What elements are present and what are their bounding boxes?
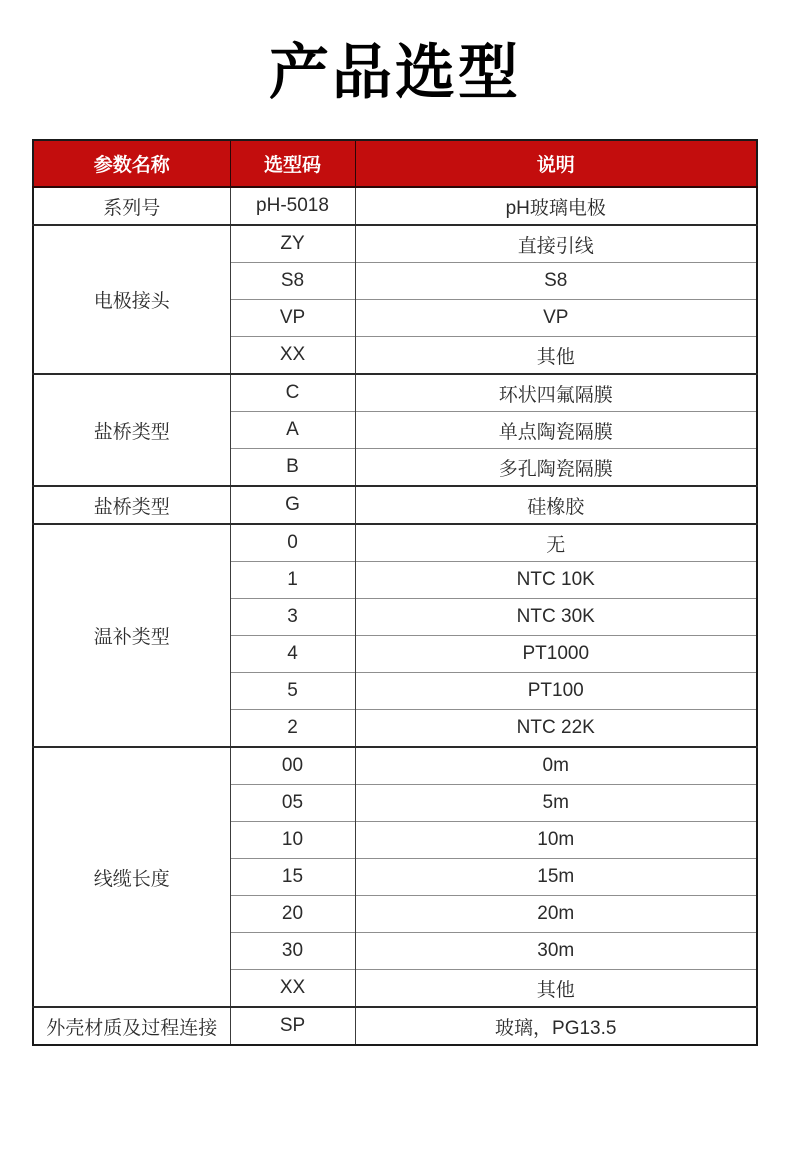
description-cell: NTC 10K: [355, 562, 757, 599]
selection-code-cell: ZY: [230, 225, 355, 263]
description-cell: 硅橡胶: [355, 486, 757, 524]
selection-code-cell: S8: [230, 263, 355, 300]
selection-code-cell: G: [230, 486, 355, 524]
selection-code-cell: 10: [230, 822, 355, 859]
selection-code-cell: 15: [230, 859, 355, 896]
description-cell: 单点陶瓷隔膜: [355, 412, 757, 449]
selection-code-cell: VP: [230, 300, 355, 337]
description-cell: 10m: [355, 822, 757, 859]
selection-code-cell: C: [230, 374, 355, 412]
selection-code-cell: 00: [230, 747, 355, 785]
description-cell: 5m: [355, 785, 757, 822]
selection-code-cell: 4: [230, 636, 355, 673]
description-cell: 15m: [355, 859, 757, 896]
selection-code-cell: 3: [230, 599, 355, 636]
description-cell: NTC 22K: [355, 710, 757, 748]
header-selection-code: 选型码: [230, 140, 355, 187]
header-description: 说明: [355, 140, 757, 187]
selection-code-cell: 0: [230, 524, 355, 562]
table-row: [33, 524, 757, 562]
table-row: [33, 187, 757, 225]
description-cell: 直接引线: [355, 225, 757, 263]
description-cell: PT1000: [355, 636, 757, 673]
description-cell: VP: [355, 300, 757, 337]
header-parameter-name: 参数名称: [33, 140, 230, 187]
selection-code-cell: XX: [230, 337, 355, 375]
selection-code-cell: 05: [230, 785, 355, 822]
description-cell: 其他: [355, 970, 757, 1008]
table-row: [33, 747, 757, 785]
param-name-cell: 盐桥类型: [33, 374, 230, 486]
param-name-cell: 盐桥类型: [33, 486, 230, 524]
param-name-cell: 系列号: [33, 187, 230, 225]
selection-code-cell: XX: [230, 970, 355, 1008]
param-name-cell: 电极接头: [33, 225, 230, 374]
page-title: 产品选型: [269, 39, 521, 106]
selection-code-cell: 30: [230, 933, 355, 970]
selection-code-cell: 20: [230, 896, 355, 933]
description-cell: 玻璃，PG13.5: [355, 1007, 757, 1045]
description-cell: 其他: [355, 337, 757, 375]
description-cell: S8: [355, 263, 757, 300]
selection-code-cell: B: [230, 449, 355, 487]
table-row: [33, 1007, 757, 1045]
description-cell: PT100: [355, 673, 757, 710]
description-cell: 多孔陶瓷隔膜: [355, 449, 757, 487]
param-name-cell: 线缆长度: [33, 747, 230, 1007]
selection-code-cell: SP: [230, 1007, 355, 1045]
selection-code-cell: A: [230, 412, 355, 449]
description-cell: pH玻璃电极: [355, 187, 757, 225]
description-cell: 20m: [355, 896, 757, 933]
table-row: [33, 225, 757, 263]
param-name-cell: 温补类型: [33, 524, 230, 747]
description-cell: 0m: [355, 747, 757, 785]
description-cell: 环状四氟隔膜: [355, 374, 757, 412]
selection-code-cell: 2: [230, 710, 355, 748]
product-selection-table: [32, 139, 758, 1046]
description-cell: NTC 30K: [355, 599, 757, 636]
selection-code-cell: pH-5018: [230, 187, 355, 225]
param-name-cell: 外壳材质及过程连接: [33, 1007, 230, 1045]
table-row: [33, 374, 757, 412]
table-header-row: [33, 140, 757, 187]
description-cell: 30m: [355, 933, 757, 970]
selection-code-cell: 5: [230, 673, 355, 710]
description-cell: 无: [355, 524, 757, 562]
table-row: [33, 486, 757, 524]
table-body: [33, 187, 757, 1045]
selection-code-cell: 1: [230, 562, 355, 599]
